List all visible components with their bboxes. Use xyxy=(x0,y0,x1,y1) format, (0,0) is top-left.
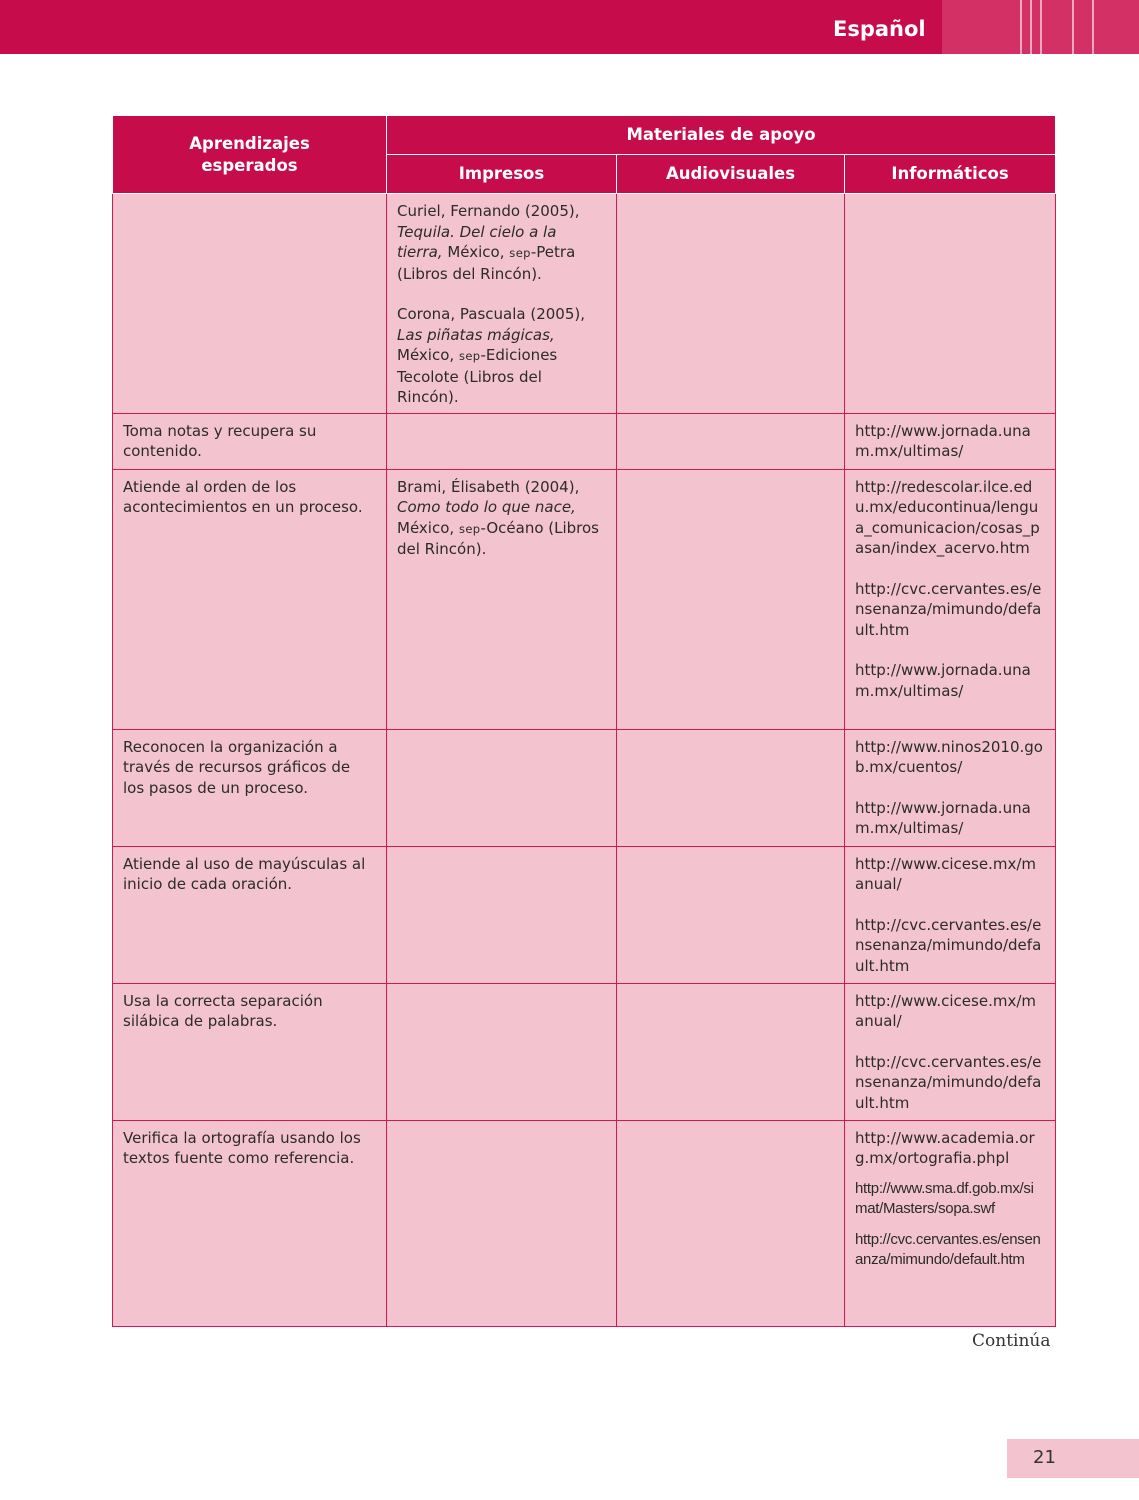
deco-stripe xyxy=(1040,0,1042,54)
cell-informaticos xyxy=(845,413,1056,469)
cell-informaticos xyxy=(845,983,1056,1120)
cell-audiovisuales xyxy=(617,1120,845,1326)
table-row xyxy=(113,983,1056,1120)
cell-aprendizaje: Atiende al orden de los acontecimientos en un proceso. xyxy=(113,469,387,729)
cell-aprendizaje: Atiende al uso de mayúsculas al inicio de cada oración. xyxy=(113,846,387,983)
cell-audiovisuales xyxy=(617,469,845,729)
cell-audiovisuales xyxy=(617,413,845,469)
cell-informaticos xyxy=(845,469,1056,729)
cell-impresos xyxy=(387,1120,617,1326)
cell-aprendizaje: Reconocen la organización a través de recursos gráficos de los pasos de un proceso. xyxy=(113,729,387,846)
cell-aprendizaje: Verifica la ortografía usando los textos fuente como referencia. xyxy=(113,1120,387,1326)
web-link[interactable]: http://www.academia.org.mx/ortografia.phpl xyxy=(855,1128,1035,1167)
cell-aprendizaje: Usa la correcta separación silábica de palabras. xyxy=(113,983,387,1120)
cell-informaticos xyxy=(845,194,1056,414)
table-row xyxy=(113,469,1056,729)
web-link[interactable]: http://cvc.cervantes.es/ensenanza/mimundo/default.htm xyxy=(855,579,1042,639)
print-reference: Curiel, Fernando (2005), Tequila. Del cielo a la tierra, México, sep-Petra (Libros del Rincón). xyxy=(397,202,580,283)
cell-audiovisuales xyxy=(617,846,845,983)
cell-aprendizaje xyxy=(113,194,387,414)
header-decoration xyxy=(942,0,1139,54)
cell-impresos xyxy=(387,469,617,729)
print-reference: Corona, Pascuala (2005), Las piñatas mágicas, México, sep-Ediciones Tecolote (Libros del Rincón). xyxy=(397,305,585,406)
web-link[interactable]: http://www.jornada.unam.mx/ultimas/ xyxy=(855,421,1031,460)
col-header-aprendizajes: Aprendizajes esperados xyxy=(113,116,387,194)
web-link[interactable]: http://www.jornada.unam.mx/ultimas/ xyxy=(855,798,1031,837)
cell-audiovisuales xyxy=(617,194,845,414)
page-number-box xyxy=(1007,1439,1139,1478)
cell-audiovisuales xyxy=(617,729,845,846)
table-header-row xyxy=(113,116,1056,155)
web-link[interactable]: http://redescolar.ilce.edu.mx/educontinua/lengua_comunicacion/cosas_pasan/index_acervo.htm xyxy=(855,477,1040,557)
deco-stripe xyxy=(1092,0,1094,54)
table-row xyxy=(113,846,1056,983)
materials-table xyxy=(112,115,1056,1327)
col-header-materiales: Materiales de apoyo xyxy=(387,116,1056,155)
web-link[interactable]: http://www.sma.df.gob.mx/simat/Masters/sopa.swf xyxy=(855,1179,1034,1217)
print-reference: Brami, Élisabeth (2004), Como todo lo que nace, México, sep-Océano (Libros del Rincón). xyxy=(397,477,599,558)
web-link[interactable]: http://cvc.cervantes.es/ensenanza/mimundo/default.htm xyxy=(855,1230,1041,1268)
web-link[interactable]: http://www.cicese.mx/manual/ xyxy=(855,854,1037,893)
web-link[interactable]: http://www.cicese.mx/manual/ xyxy=(855,991,1037,1030)
web-link[interactable]: http://cvc.cervantes.es/ensenanza/mimundo/default.htm xyxy=(855,1052,1042,1112)
cell-informaticos xyxy=(845,846,1056,983)
header-band xyxy=(0,0,1139,54)
deco-stripe xyxy=(1030,0,1032,54)
page-number: 21 xyxy=(1033,1447,1056,1468)
cell-aprendizaje: Toma notas y recupera su contenido. xyxy=(113,413,387,469)
cell-informaticos xyxy=(845,1120,1056,1326)
cell-impresos xyxy=(387,729,617,846)
col-header-impresos: Impresos xyxy=(387,155,617,194)
web-link[interactable]: http://cvc.cervantes.es/ensenanza/mimundo/default.htm xyxy=(855,915,1042,975)
deco-stripe xyxy=(1020,0,1022,54)
subject-title: Español xyxy=(833,17,926,41)
deco-stripe xyxy=(1072,0,1074,54)
cell-impresos xyxy=(387,194,617,414)
table-row xyxy=(113,194,1056,414)
continues-label: Continúa xyxy=(972,1331,1051,1351)
table-row xyxy=(113,413,1056,469)
col-header-informaticos: Informáticos xyxy=(845,155,1056,194)
table-row xyxy=(113,729,1056,846)
cell-impresos xyxy=(387,846,617,983)
cell-impresos xyxy=(387,983,617,1120)
cell-audiovisuales xyxy=(617,983,845,1120)
table-row xyxy=(113,1120,1056,1326)
web-link[interactable]: http://www.ninos2010.gob.mx/cuentos/ xyxy=(855,737,1043,776)
col-header-audiovisuales: Audiovisuales xyxy=(617,155,845,194)
cell-impresos xyxy=(387,413,617,469)
web-link[interactable]: http://www.jornada.unam.mx/ultimas/ xyxy=(855,661,1031,700)
cell-informaticos xyxy=(845,729,1056,846)
